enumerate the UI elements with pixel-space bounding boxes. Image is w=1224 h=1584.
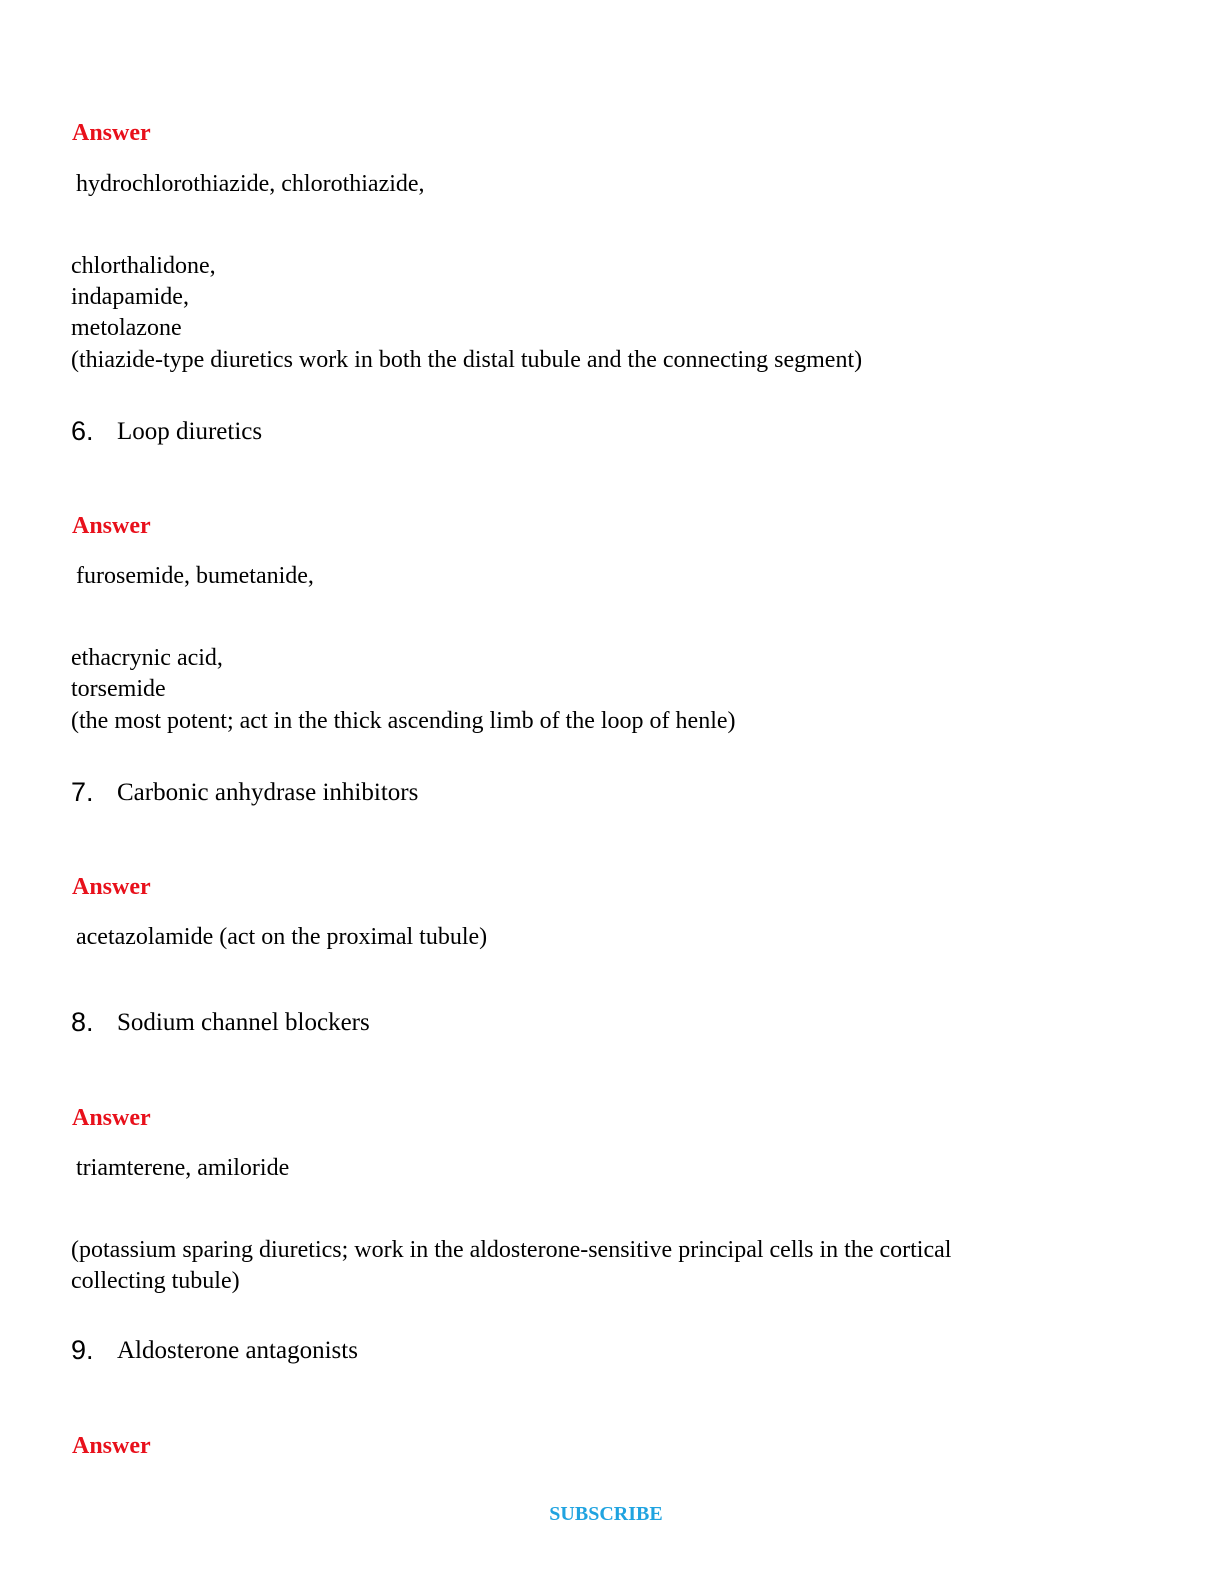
answer-text: torsemide (71, 676, 166, 702)
answer-text: (the most potent; act in the thick ascending limb of the loop of henle) (71, 708, 736, 734)
subscribe-link[interactable]: SUBSCRIBE (549, 1503, 663, 1525)
answer-text: ethacrynic acid, (71, 645, 223, 671)
question-text: Carbonic anhydrase inhibitors (117, 779, 419, 806)
answer-label: Answer (72, 874, 151, 900)
answer-text: acetazolamide (act on the proximal tubule) (76, 924, 488, 950)
answer-text: metolazone (71, 315, 182, 341)
question-text: Loop diuretics (117, 418, 263, 445)
answer-text: (potassium sparing diuretics; work in the aldosterone-sensitive principal cells in the cortical (71, 1237, 952, 1263)
answer-text: furosemide, bumetanide, (76, 563, 314, 589)
answer-text: triamterene, amiloride (76, 1155, 290, 1181)
question-text: Aldosterone antagonists (117, 1337, 358, 1364)
answer-text: chlorthalidone, (71, 253, 216, 279)
question-number: 7. (71, 777, 94, 807)
answer-label: Answer (72, 120, 151, 146)
answer-text: indapamide, (71, 284, 189, 310)
question-number: 8. (71, 1007, 94, 1037)
answer-text: collecting tubule) (71, 1268, 240, 1294)
answer-text: hydrochlorothiazide, chlorothiazide, (76, 171, 425, 197)
answer-label: Answer (72, 1433, 151, 1459)
question-text: Sodium channel blockers (117, 1009, 370, 1036)
answer-text: (thiazide-type diuretics work in both the distal tubule and the connecting segment) (71, 347, 863, 373)
answer-label: Answer (72, 1105, 151, 1131)
question-number: 9. (71, 1335, 94, 1365)
question-number: 6. (71, 416, 94, 446)
answer-label: Answer (72, 513, 151, 539)
